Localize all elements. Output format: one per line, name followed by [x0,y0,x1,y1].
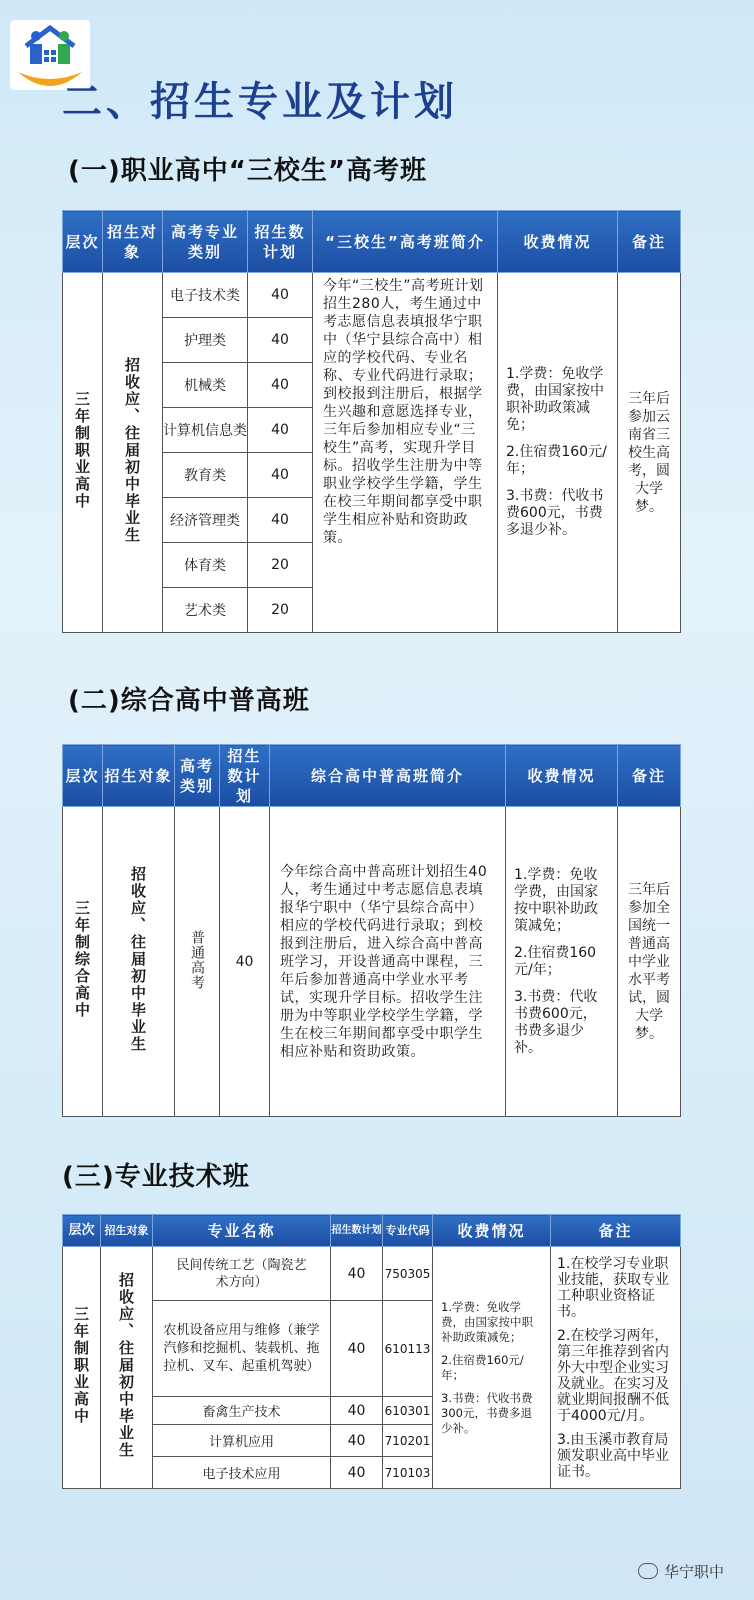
major-name: 教育类 [163,453,248,498]
major-count: 40 [331,1457,383,1489]
fee-info: 1.学费：免收学费，由国家按中职补助政策减免； 2.住宿费160元/年； 3.书费：代收书费600元，书费多退少补。 [498,273,618,633]
section3-table [62,1214,681,1489]
note-cell: 三年后参加云南省三校生高考，圆大学梦。 [618,273,681,633]
header-code: 专业代码 [383,1215,433,1247]
target-cell: 招收应、往届初中毕业生 [103,273,163,633]
major-count: 40 [248,408,313,453]
header-note: 备注 [618,211,681,273]
major-count: 20 [248,588,313,633]
section1-heading: (一)职业高中“三校生”高考班 [68,156,427,186]
major-code: 610301 [383,1397,433,1425]
watermark-text: 华宁职中 [663,1563,724,1581]
major-count: 40 [248,453,313,498]
header-target: 招生对象 [103,745,175,807]
note-cell: 三年后参加全国统一普通高中学业水平考试，圆大学梦。 [618,807,681,1117]
section2-table [62,744,681,1117]
major-name: 电子技术应用 [153,1457,331,1489]
major-count: 40 [331,1247,383,1301]
intro-text: 今年综合高中普高班计划招生40人，考生通过中考志愿信息表填报华宁职中（华宁县综合高中）相应的学校代码进行录取；到校报到注册后，进入综合高中普高班学习，开设普通高中课程，三年后参加普通高中学业水平考试，实现升学目标。招收学生注册为中等职业学校学生学籍，学生在校三年期间都享受中职学生相应补贴和资助政策。 [270,807,506,1117]
major-name: 农机设备应用与维修（兼学汽修和挖掘机、装载机、拖拉机、叉车、起重机驾驶） [153,1301,331,1397]
major-name: 艺术类 [163,588,248,633]
major-code: 710201 [383,1425,433,1457]
header-target: 招生对象 [101,1215,153,1247]
major-count: 40 [248,363,313,408]
header-note: 备注 [551,1215,681,1247]
section1-table [62,210,681,633]
major-count: 40 [331,1425,383,1457]
major-name: 民间传统工艺（陶瓷艺术方向） [153,1247,331,1301]
major-count: 20 [248,543,313,588]
target-cell: 招收应、往届初中毕业生 [101,1247,153,1489]
major-name: 计算机信息类 [163,408,248,453]
header-quota: 招生数计划 [220,745,270,807]
section3-heading: (三)专业技术班 [62,1162,250,1192]
major-name: 机械类 [163,363,248,408]
target-cell: 招收应、往届初中毕业生 [103,807,175,1117]
major-count: 40 [248,498,313,543]
header-quota: 招生数计划 [331,1215,383,1247]
header-fees: 收费情况 [498,211,618,273]
header-intro: “三校生”高考班简介 [313,211,498,273]
header-level: 层次 [63,1215,101,1247]
note-cell: 1.在校学习专业职业技能，获取专业工种职业资格证书。 2.在校学习两年，第三年推荐到省内外大中型企业实习及就业。在实习及就业期间报酬不低于4000元/月。 3.由玉溪市教育局颁发职业高中毕业证书。 [551,1247,681,1489]
major-name: 经济管理类 [163,498,248,543]
section2-heading: (二)综合高中普高班 [68,686,310,716]
major-name: 体育类 [163,543,248,588]
major-count: 40 [331,1397,383,1425]
header-quota: 招生数计划 [248,211,313,273]
category-cell: 普通高考 [175,807,220,1117]
major-name: 畜禽生产技术 [153,1397,331,1425]
major-count: 40 [331,1301,383,1397]
major-count: 40 [248,318,313,363]
major-code: 710103 [383,1457,433,1489]
header-major-name: 专业名称 [153,1215,331,1247]
page-title: 二、招生专业及计划 [62,79,458,125]
watermark [638,1561,724,1582]
level-cell: 三年制职业高中 [63,273,103,633]
major-code: 610113 [383,1301,433,1397]
major-name: 计算机应用 [153,1425,331,1457]
header-fees: 收费情况 [506,745,618,807]
level-cell: 三年制综合高中 [63,807,103,1117]
quota-cell: 40 [220,807,270,1117]
major-name: 护理类 [163,318,248,363]
major-count: 40 [248,273,313,318]
header-level: 层次 [63,211,103,273]
level-cell: 三年制职业高中 [63,1247,101,1489]
header-level: 层次 [63,745,103,807]
wechat-icon [638,1563,658,1579]
major-name: 电子技术类 [163,273,248,318]
header-major-category: 高考专业类别 [163,211,248,273]
header-intro: 综合高中普高班简介 [270,745,506,807]
header-note: 备注 [618,745,681,807]
header-fees: 收费情况 [433,1215,551,1247]
intro-text: 今年“三校生”高考班计划招生280人，考生通过中考志愿信息表填报华宁职中（华宁县综合高中）相应的学校代码、专业名称、专业代码进行录取；到校报到注册后，根据学生兴趣和意愿选择专业，三年后参加相应专业“三校生”高考，实现升学目标。招收学生注册为中等职业学校学生学籍，学生在校三年期间都享受中职学生相应补贴和资助政策。 [313,273,498,633]
header-exam-category: 高考类别 [175,745,220,807]
header-target: 招生对象 [103,211,163,273]
fee-info: 1.学费：免收学费，由国家按中职补助政策减免； 2.住宿费160元/年； 3.书费：代收书费300元，书费多退少补。 [433,1247,551,1489]
fee-info: 1.学费：免收学费，由国家按中职补助政策减免； 2.住宿费160元/年； 3.书费：代收书费600元，书费多退少补。 [506,807,618,1117]
major-code: 750305 [383,1247,433,1301]
